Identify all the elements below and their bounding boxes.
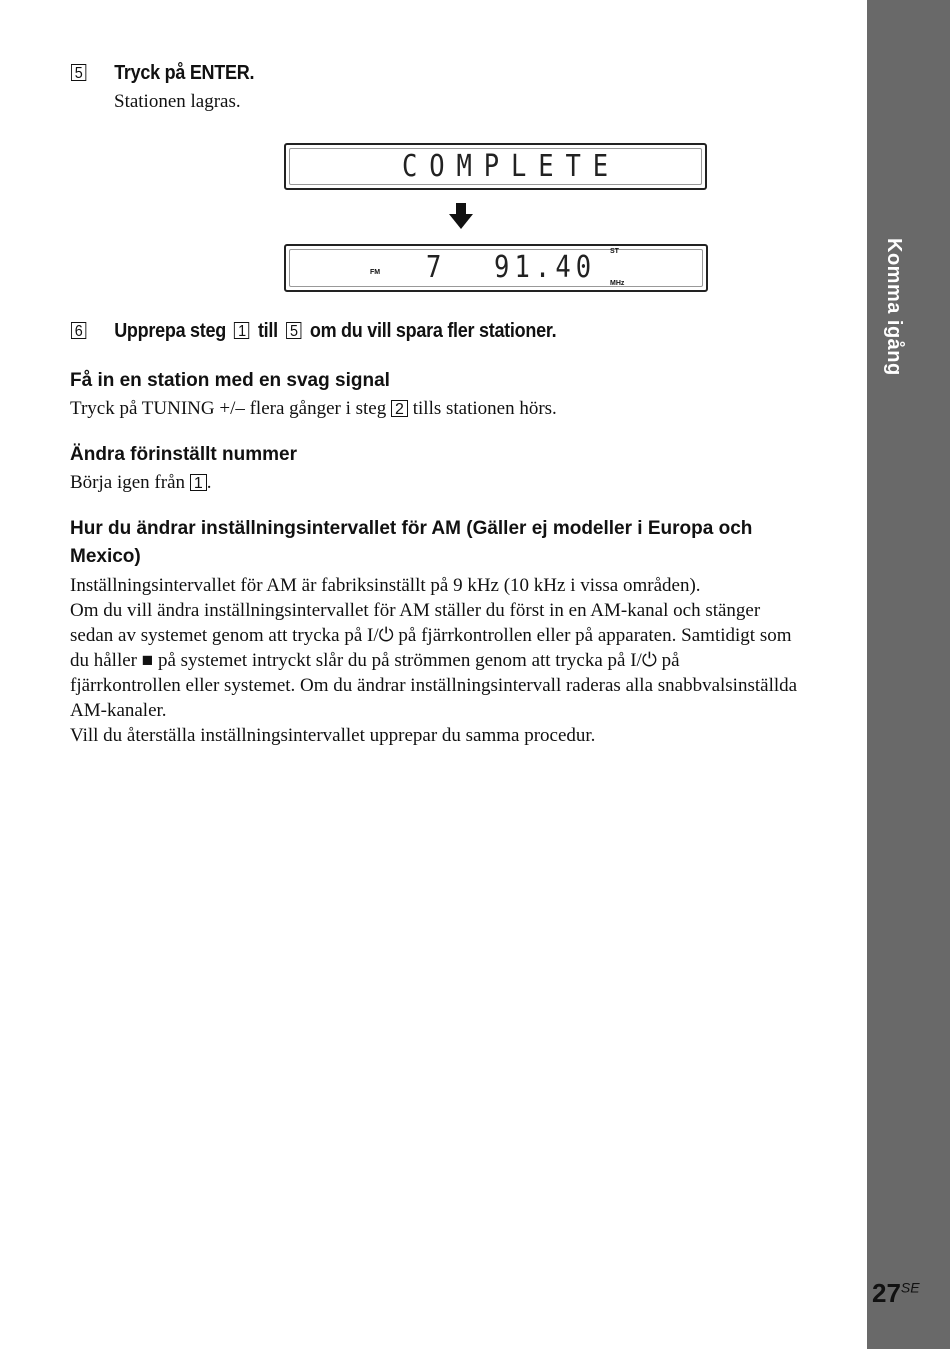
section-am-interval-line-2: Om du vill ändra inställningsintervallet för AM ställer du först in en AM-kanal och stänger [70, 600, 761, 621]
section-am-interval-line-5: fjärrkontrollen eller systemet. Om du ändrar inställningsintervall raderas alla snabbvalsinställda [70, 675, 798, 696]
section-weak-signal-ref: 2 [391, 400, 408, 417]
page-number-suffix: SE [900, 1279, 920, 1296]
lcd-band-label: FM [370, 269, 381, 276]
lcd-preset-number: 7 [426, 250, 452, 285]
section-am-interval-line-1: Inställningsintervallet för AM är fabriksinställt på 9 kHz (10 kHz i vissa områden). [70, 575, 701, 596]
step-6-text-3: om du vill spara fler stationer. [309, 320, 557, 342]
section-am-interval-line-3: sedan av systemet genom att trycka på I/⏻ på fjärrkontrollen eller på apparaten. Samtidigt som [70, 625, 792, 646]
section-am-interval-line-6: AM-kanaler. [70, 700, 167, 721]
step-6-number: 6 [71, 322, 86, 339]
section-change-preset-text-after: . [206, 472, 212, 493]
step-6-text-2: till [257, 320, 278, 342]
section-am-interval-heading-line-1: Hur du ändrar inställningsintervallet för AM (Gäller ej modeller i Europa och [70, 518, 753, 539]
step-6-text-1: Upprepa steg [114, 320, 226, 342]
step-5-title: Tryck på ENTER. [114, 62, 255, 84]
section-weak-signal-text [70, 396, 557, 421]
step-5-number: 5 [71, 64, 86, 81]
page-number-value: 27 [872, 1278, 901, 1308]
section-am-interval-line-4: du håller ■ på systemet intryckt slår du på strömmen genom att trycka på I/⏻ på [70, 650, 680, 671]
down-arrow-icon [449, 203, 473, 229]
section-weak-signal-text-after: tills stationen hörs. [412, 398, 557, 419]
sidebar-section-label: Komma igång [883, 238, 905, 376]
section-change-preset-text [70, 470, 212, 495]
section-change-preset-text-before: Börja igen från [70, 472, 186, 493]
page-number [872, 1278, 920, 1309]
section-change-preset-ref: 1 [190, 474, 207, 491]
section-change-preset-heading: Ändra förinställt nummer [70, 444, 297, 465]
step-5-description: Stationen lagras. [114, 91, 241, 112]
step-6-ref-1: 1 [234, 322, 249, 339]
section-weak-signal-heading: Få in en station med en svag signal [70, 370, 390, 391]
step-6-ref-2: 5 [286, 322, 301, 339]
section-weak-signal-text-before: Tryck på TUNING +/– flera gånger i steg [70, 398, 387, 419]
lcd-unit-label: MHz [610, 280, 625, 287]
lcd-complete-text: COMPLETE [402, 149, 621, 184]
lcd-frequency: 91.40 [494, 250, 597, 285]
section-am-interval-heading-line-2: Mexico) [70, 546, 141, 567]
lcd-display-frequency [284, 244, 708, 292]
step-5-heading [71, 62, 254, 85]
step-6-heading [71, 320, 556, 343]
section-am-interval-line-7: Vill du återställa inställningsintervallet upprepar du samma procedur. [70, 725, 596, 746]
lcd-display-complete [284, 143, 707, 190]
sidebar-tab [867, 0, 950, 1349]
lcd-stereo-indicator: ST [610, 248, 619, 255]
